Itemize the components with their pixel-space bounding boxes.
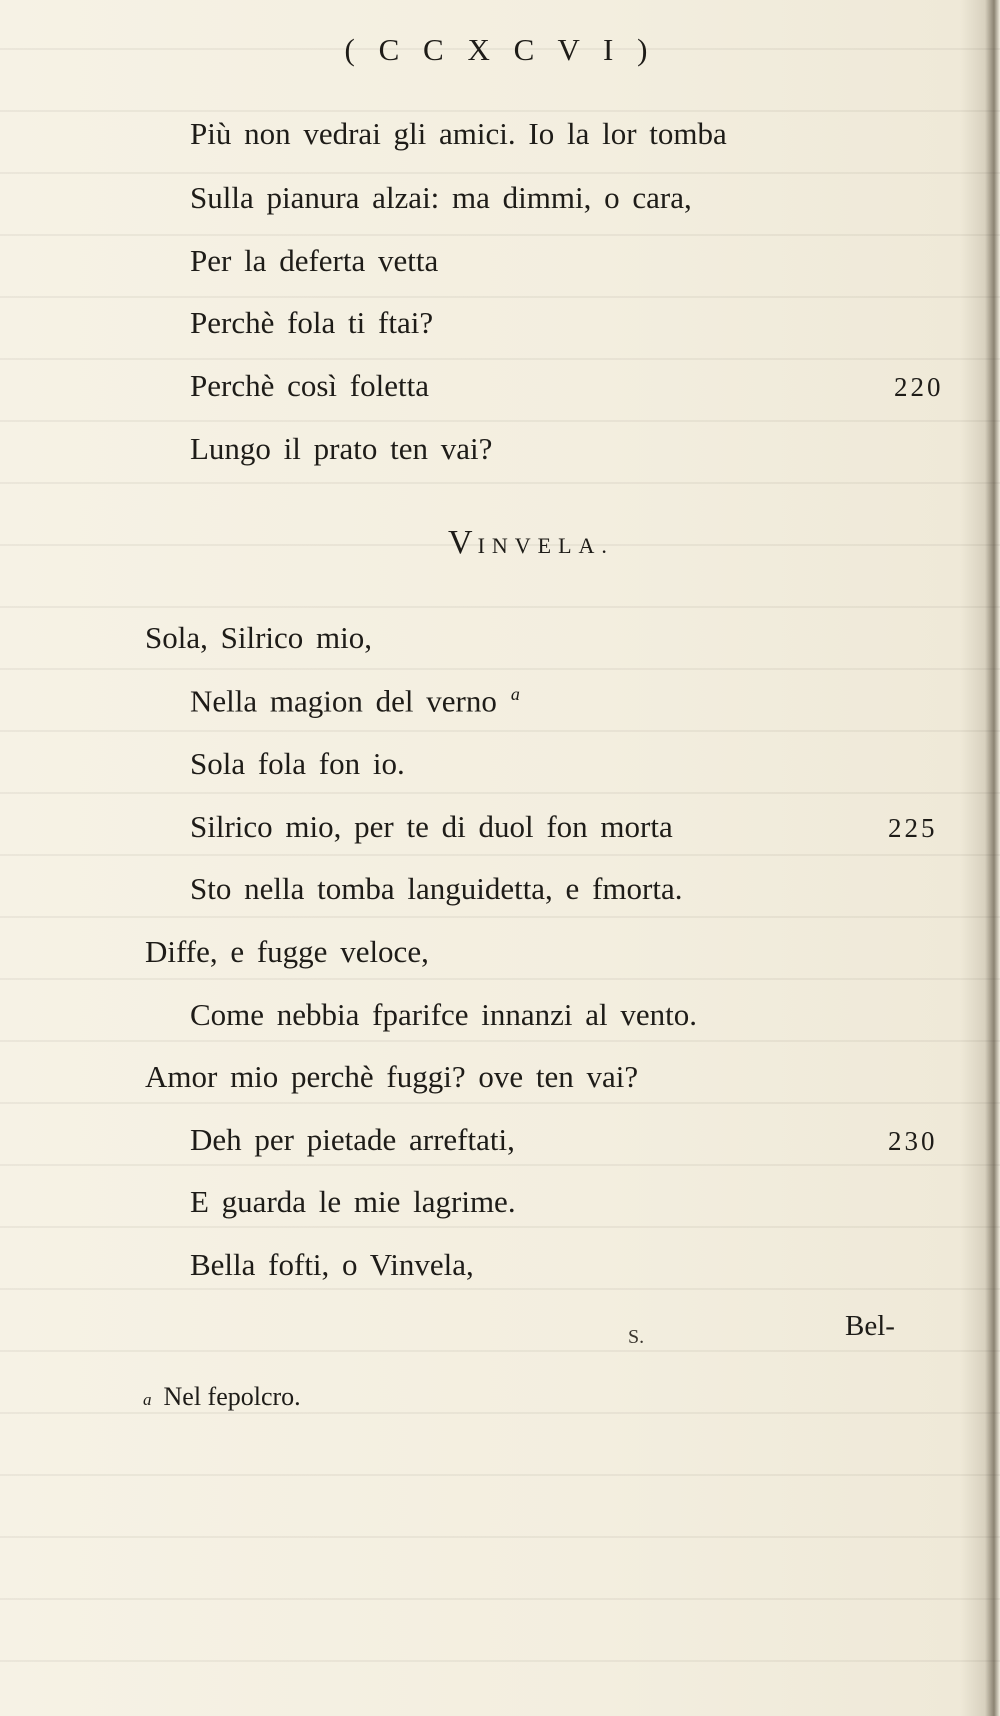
page-header: ( C C X C V I ) — [344, 32, 656, 67]
speaker-rest: INVELA. — [477, 533, 614, 558]
verse-line-5: Perchè così foletta — [190, 368, 429, 403]
catchword: Bel- — [845, 1310, 895, 1342]
verse-line-11: Sto nella tomba languidetta, e fmorta. — [190, 871, 683, 906]
footnote-reference: a — [510, 684, 520, 704]
verse-line-12: Diffe, e fugge veloce, — [145, 934, 429, 969]
verse-line-7: Sola, Silrico mio, — [145, 620, 372, 655]
verse-line-14: Amor mio perchè fuggi? ove ten vai? — [145, 1059, 639, 1094]
verse-line-8 — [190, 683, 520, 719]
verse-line-6: Lungo il prato ten vai? — [190, 431, 493, 466]
line-number-225: 225 — [888, 813, 938, 843]
verse-line-17: Bella fofti, o Vinvela, — [190, 1247, 474, 1282]
footnote-text: Nel fepolcro. — [163, 1382, 301, 1411]
verse-line-4: Perchè fola ti ftai? — [190, 305, 434, 340]
verse-line-9: Sola fola fon io. — [190, 746, 405, 781]
verse-line-15: Deh per pietade arreftati, — [190, 1122, 515, 1157]
footnote — [143, 1382, 301, 1412]
footnote-marker: a — [143, 1390, 152, 1409]
line-number-220: 220 — [894, 372, 944, 402]
verse-line-10: Silrico mio, per te di duol fon morta — [190, 809, 673, 844]
speaker-initial: V — [448, 524, 478, 561]
verse-line-3: Per la deferta vetta — [190, 243, 439, 278]
verse-line-13: Come nebbia fparifce innanzi al vento. — [190, 997, 698, 1032]
verse-line-1: Più non vedrai gli amici. Io la lor tomba — [190, 116, 727, 151]
line-number-230: 230 — [888, 1126, 938, 1156]
verse-line-16: E guarda le mie lagrime. — [190, 1184, 516, 1219]
signature-mark: S. — [628, 1326, 645, 1348]
verse-line-8-text: Nella magion del verno — [190, 683, 497, 719]
verse-line-2: Sulla pianura alzai: ma dimmi, o cara, — [190, 180, 692, 215]
speaker-heading — [448, 524, 614, 562]
